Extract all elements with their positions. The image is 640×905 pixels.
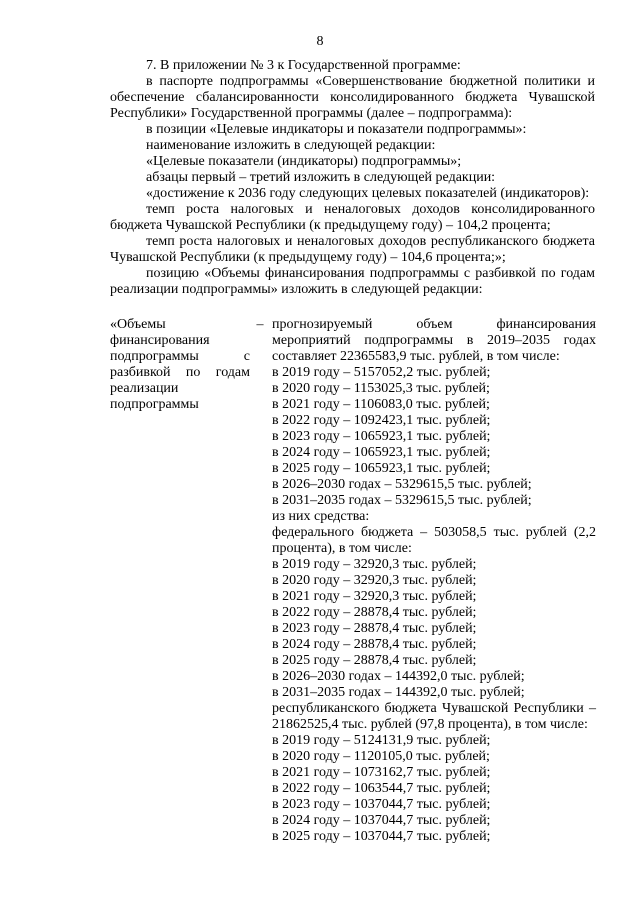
federal-year-item: в 2021 году – 32920,3 тыс. рублей; (272, 589, 477, 604)
intro-paragraph: в позиции «Целевые индикаторы и показатели подпрограммы»: (146, 122, 527, 137)
intro-paragraph: темп роста налоговых и неналоговых доходов консолидированного бюджета Чувашской Республики (к предыдущему году) – 104,2 процента; (110, 202, 595, 233)
federal-year-item: в 2026–2030 годах – 144392,0 тыс. рублей; (272, 669, 525, 684)
intro-paragraph: абзацы первый – третий изложить в следующей редакции: (146, 170, 496, 185)
total-year-item: в 2021 году – 1106083,0 тыс. рублей; (272, 397, 490, 412)
total-year-item: в 2024 году – 1065923,1 тыс. рублей; (272, 445, 491, 460)
financing-details (272, 317, 596, 845)
federal-year-item: в 2024 году – 28878,4 тыс. рублей; (272, 637, 477, 652)
total-year-item: в 2031–2035 годах – 5329615,5 тыс. рублей; (272, 493, 532, 508)
federal-intro: федерального бюджета – 503058,5 тыс. рублей (2,2 процента), в том числе: (272, 525, 596, 556)
total-year-item: в 2020 году – 1153025,3 тыс. рублей; (272, 381, 490, 396)
financing-label: «Объемы финансирования подпрограммы с разбивкой по годам реализации подпрограммы (110, 317, 250, 412)
republic-year-item: в 2020 году – 1120105,0 тыс. рублей; (272, 749, 490, 764)
total-year-item: в 2026–2030 годах – 5329615,5 тыс. рублей; (272, 477, 532, 492)
total-year-item: в 2019 году – 5157052,2 тыс. рублей; (272, 365, 491, 380)
federal-year-item: в 2031–2035 годах – 144392,0 тыс. рублей; (272, 685, 525, 700)
intro-paragraph: 7. В приложении № 3 к Государственной программе: (146, 58, 461, 73)
of-them-label: из них средства: (272, 509, 370, 524)
federal-year-item: в 2020 году – 32920,3 тыс. рублей; (272, 573, 477, 588)
federal-year-item: в 2023 году – 28878,4 тыс. рублей; (272, 621, 477, 636)
republic-year-item: в 2024 году – 1037044,7 тыс. рублей; (272, 813, 491, 828)
republic-year-item: в 2025 году – 1037044,7 тыс. рублей; (272, 829, 491, 844)
total-year-item: в 2022 году – 1092423,1 тыс. рублей; (272, 413, 491, 428)
intro-section (110, 58, 595, 298)
intro-paragraph: «достижение к 2036 году следующих целевых показателей (индикаторов): (146, 186, 590, 201)
intro-paragraph: в паспорте подпрограммы «Совершенствование бюджетной политики и обеспечение сбалансированности консолидированного бюджета Чувашской Республики» Государственной программы (далее – подпрограмма): (110, 74, 595, 121)
republic-year-item: в 2022 году – 1063544,7 тыс. рублей; (272, 781, 491, 796)
republic-year-item: в 2023 году – 1037044,7 тыс. рублей; (272, 797, 491, 812)
page-number: 8 (316, 34, 324, 49)
republic-year-item: в 2019 году – 5124131,9 тыс. рублей; (272, 733, 491, 748)
federal-year-item: в 2025 году – 28878,4 тыс. рублей; (272, 653, 477, 668)
federal-year-item: в 2022 году – 28878,4 тыс. рублей; (272, 605, 477, 620)
intro-paragraph: темп роста налоговых и неналоговых доходов республиканского бюджета Чувашской Республики (к предыдущему году) – 104,6 процента;»; (110, 234, 595, 265)
intro-paragraph: позицию «Объемы финансирования подпрограммы с разбивкой по годам реализации подпрограммы» изложить в следующей редакции: (110, 266, 595, 297)
total-year-item: в 2025 году – 1065923,1 тыс. рублей; (272, 461, 491, 476)
intro-paragraph: «Целевые показатели (индикаторы) подпрограммы»; (146, 154, 462, 169)
federal-year-item: в 2019 году – 32920,3 тыс. рублей; (272, 557, 477, 572)
republic-intro: республиканского бюджета Чувашской Республики – 21862525,4 тыс. рублей (97,8 процента), в том числе: (272, 701, 596, 732)
republic-year-item: в 2021 году – 1073162,7 тыс. рублей; (272, 765, 491, 780)
table-dash: – (256, 317, 264, 332)
financing-intro: прогнозируемый объем финансирования мероприятий подпрограммы в 2019–2035 годах составляет 22365583,9 тыс. рублей, в том числе: (272, 317, 596, 364)
total-year-item: в 2023 году – 1065923,1 тыс. рублей; (272, 429, 491, 444)
intro-paragraph: наименование изложить в следующей редакции: (146, 138, 436, 153)
